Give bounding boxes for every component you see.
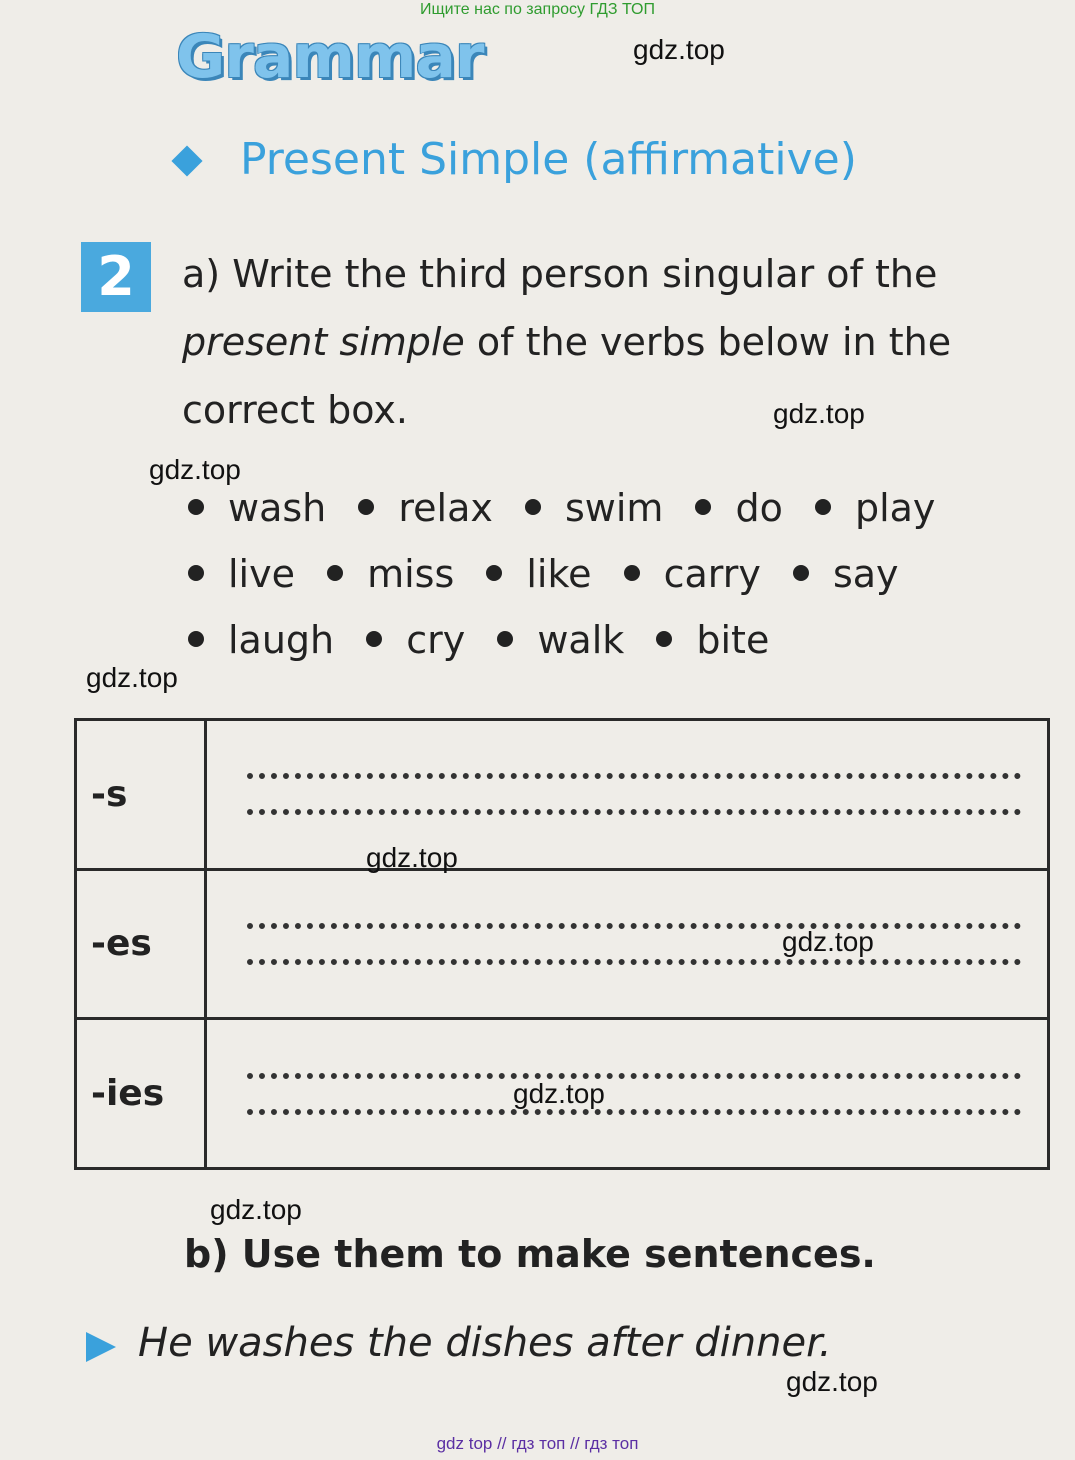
verb-row [188, 486, 1008, 552]
verb-item: relax [358, 486, 493, 530]
verb-row [188, 552, 1008, 618]
answer-line[interactable] [247, 773, 1021, 779]
instruction-italic: present simple [182, 320, 465, 364]
table-row [76, 720, 1049, 870]
bullet-icon [358, 499, 374, 515]
answer-area[interactable] [206, 1019, 1049, 1169]
watermark: gdz.top [513, 1078, 605, 1109]
bullet-icon [656, 631, 672, 647]
verb-item: live [188, 552, 295, 596]
verb-item: swim [525, 486, 663, 530]
table-row [76, 869, 1049, 1019]
watermark: gdz.top [210, 1194, 302, 1225]
instruction-line-2 [182, 320, 951, 364]
grammar-heading: Grammar [176, 22, 484, 92]
example-sentence: He washes the dishes after dinner. [138, 1320, 832, 1366]
verb-item: miss [327, 552, 454, 596]
watermark: gdz.top [366, 842, 458, 873]
bullet-icon [525, 499, 541, 515]
verb-list [188, 486, 1008, 684]
answer-line[interactable] [247, 959, 1021, 965]
answer-line[interactable] [247, 1109, 1021, 1115]
bullet-icon [188, 565, 204, 581]
bullet-icon [366, 631, 382, 647]
watermark: gdz.top [86, 662, 178, 693]
watermark: gdz.top [633, 34, 725, 65]
verb-item: laugh [188, 618, 334, 662]
diamond-icon [171, 145, 202, 176]
instruction-text-2: of the verbs below in the [476, 320, 952, 364]
footer-links[interactable]: gdz top // гдз топ // гдз топ [436, 1434, 639, 1453]
bullet-icon [695, 499, 711, 515]
verb-item: walk [497, 618, 624, 662]
bullet-icon [497, 631, 513, 647]
bullet-icon [188, 499, 204, 515]
answer-line[interactable] [247, 809, 1021, 815]
verb-item: carry [624, 552, 761, 596]
verb-item: do [695, 486, 782, 530]
watermark: gdz.top [149, 454, 241, 485]
bullet-icon [486, 565, 502, 581]
part-b-instruction: b) Use them to make sentences. [184, 1232, 876, 1276]
instruction-text-1: Write the third person singular of the [232, 252, 938, 296]
bullet-icon [815, 499, 831, 515]
answer-line[interactable] [247, 923, 1021, 929]
verb-item: wash [188, 486, 326, 530]
play-arrow-icon [86, 1332, 116, 1362]
verb-row [188, 618, 1008, 684]
answer-line[interactable] [247, 1073, 1021, 1079]
verb-item: play [815, 486, 935, 530]
verb-item: say [793, 552, 899, 596]
verb-item: like [486, 552, 591, 596]
verb-item: bite [656, 618, 769, 662]
instruction-line-1 [182, 252, 937, 296]
ending-label: -es [76, 869, 206, 1019]
watermark: gdz.top [782, 926, 874, 957]
watermark: gdz.top [786, 1366, 878, 1397]
ending-label: -s [76, 720, 206, 870]
verb-item: cry [366, 618, 465, 662]
watermark: gdz.top [773, 398, 865, 429]
instruction-line-3: correct box. [182, 388, 408, 432]
answer-area[interactable] [206, 720, 1049, 870]
part-a-label: a) [182, 252, 221, 296]
bullet-icon [327, 565, 343, 581]
bullet-icon [188, 631, 204, 647]
top-banner[interactable]: Ищите нас по запросу ГДЗ ТОП [420, 1, 655, 18]
bullet-icon [793, 565, 809, 581]
section-title: Present Simple (affirmative) [240, 134, 857, 185]
exercise-number: 2 [81, 242, 151, 312]
answer-area[interactable] [206, 869, 1049, 1019]
ending-label: -ies [76, 1019, 206, 1169]
bullet-icon [624, 565, 640, 581]
